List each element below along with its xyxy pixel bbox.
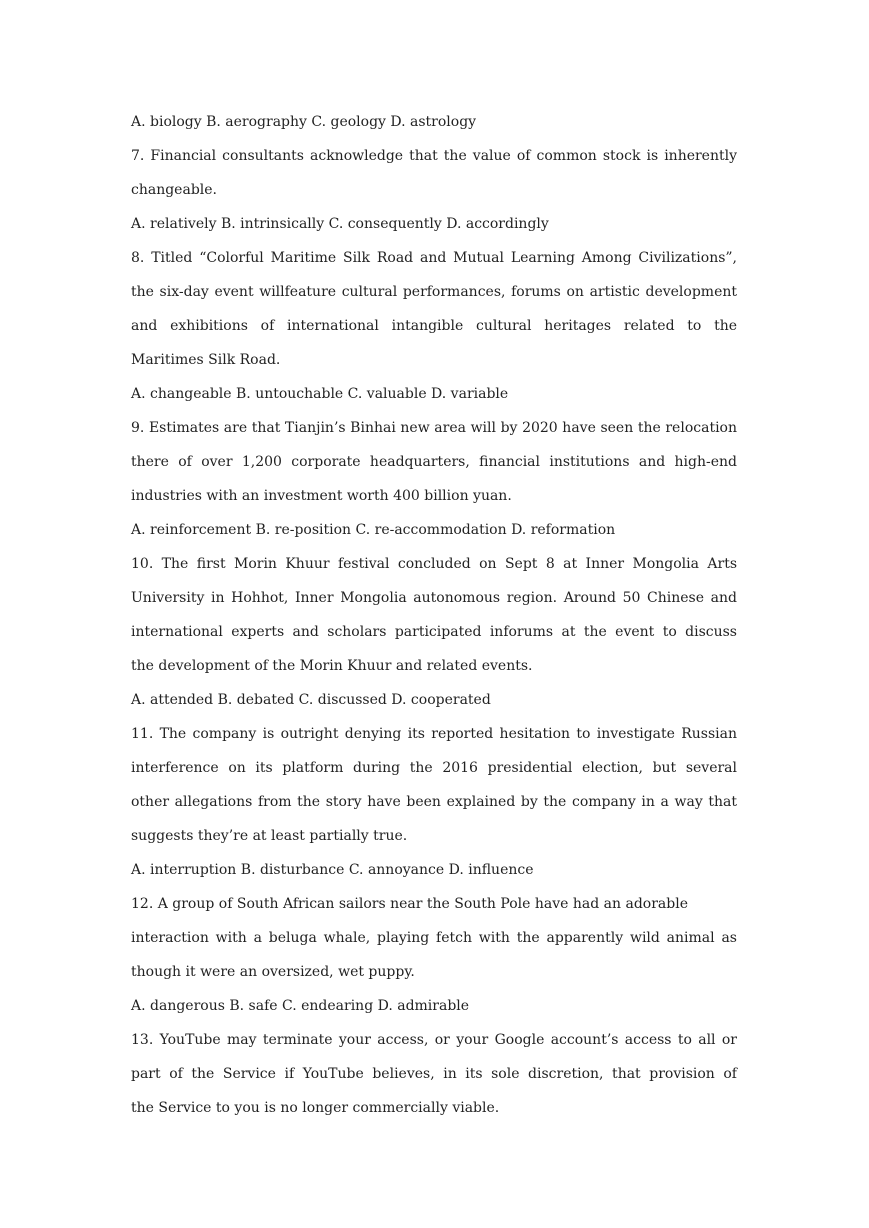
text-line: suggests they’re at least partially true. — [131, 828, 408, 844]
text-line: 10. The first Morin Khuur festival concluded on Sept 8 at Inner Mongolia Arts — [131, 556, 737, 572]
text-line: international experts and scholars participated inforums at the event to discuss — [131, 624, 737, 640]
text-line: and exhibitions of international intangible cultural heritages related to the — [131, 318, 737, 334]
text-line: 11. The company is outright denying its reported hesitation to investigate Russian — [131, 726, 737, 742]
text-line: A. dangerous B. safe C. endearing D. admirable — [131, 998, 470, 1014]
text-line: interference on its platform during the 2016 presidential election, but several — [131, 760, 737, 776]
text-line: changeable. — [131, 182, 217, 198]
text-line: Maritimes Silk Road. — [131, 352, 281, 368]
text-line: A. changeable B. untouchable C. valuable D. variable — [131, 386, 509, 402]
text-line: A. biology B. aerography C. geology D. astrology — [131, 114, 477, 130]
text-line: part of the Service if YouTube believes, in its sole discretion, that provision of — [131, 1066, 737, 1082]
text-line: interaction with a beluga whale, playing fetch with the apparently wild animal as — [131, 930, 737, 946]
text-line: 9. Estimates are that Tianjin’s Binhai new area will by 2020 have seen the relocation — [131, 420, 737, 436]
text-line: 13. YouTube may terminate your access, or your Google account’s access to all or — [131, 1032, 737, 1048]
text-line: A. interruption B. disturbance C. annoyance D. influence — [131, 862, 534, 878]
text-line: other allegations from the story have been explained by the company in a way that — [131, 794, 737, 810]
text-line: A. attended B. debated C. discussed D. cooperated — [131, 692, 491, 708]
text-line: the development of the Morin Khuur and related events. — [131, 658, 533, 674]
text-line: 7. Financial consultants acknowledge that the value of common stock is inherently — [131, 148, 737, 164]
text-line: industries with an investment worth 400 billion yuan. — [131, 488, 512, 504]
text-line: A. reinforcement B. re-position C. re-accommodation D. reformation — [131, 522, 616, 538]
text-line: 8. Titled “Colorful Maritime Silk Road and Mutual Learning Among Civilizations”, — [131, 250, 737, 266]
text-line: though it were an oversized, wet puppy. — [131, 964, 415, 980]
text-line: 12. A group of South African sailors near the South Pole have had an adorable — [131, 896, 688, 912]
text-line: the Service to you is no longer commercially viable. — [131, 1100, 500, 1116]
text-line: the six-day event willfeature cultural performances, forums on artistic development — [131, 284, 737, 300]
document-page — [131, 105, 737, 1125]
text-line: University in Hohhot, Inner Mongolia autonomous region. Around 50 Chinese and — [131, 590, 737, 606]
text-line: A. relatively B. intrinsically C. consequently D. accordingly — [131, 216, 549, 232]
text-line: there of over 1,200 corporate headquarters, financial institutions and high-end — [131, 454, 737, 470]
